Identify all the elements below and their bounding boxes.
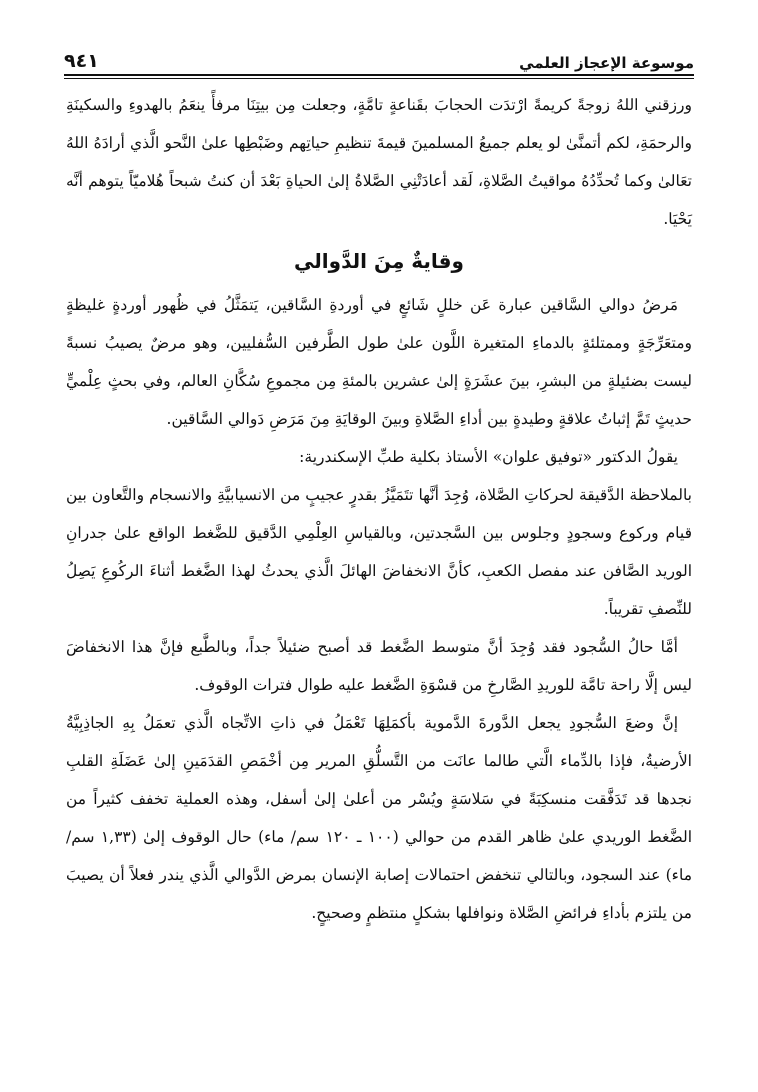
page-number: ٩٤١ (64, 50, 99, 72)
paragraph: بالملاحظة الدَّقيقة لحركاتِ الصَّلاة، وُجِدَ أنَّها تتَمَيَّزُ بقدرٍ عجيبٍ من الانسيابيَّةِ والانسجام والتَّعاون بين قيام وركوع وسجودٍ وجلوس بين السَّجدتين، وبالقياسِ العِلْمِي الدَّقيق للضَّغط الواقع علىٰ جدرانِ الوريد الصَّافن عند مفصل الكعبِ، كأنَّ الانخفاضَ الهائلَ الَّذي يحدثُ لهذا الضَّغط أثناءَ الركُوعِ يَصِلُ للنِّصفِ تقريباً. (66, 486, 692, 618)
header-title: موسوعة الإعجاز العلمي (519, 54, 694, 72)
paragraph: أمَّا حالُ السُّجود فقد وُجِدَ أنَّ متوسط الضَّغط قد أصبح ضئيلاً جداً، وبالطَّبع فإنَّ هذا الانخفاضَ ليس إلَّا راحة تامَّة للوريدِ الصَّارخِ من قسْوَةِ الضَّغط عليه طوال فترات الوقوف. (66, 638, 692, 694)
paragraph: مَرضُ دوالي السَّاقين عبارة عَن خللٍ شَائعٍ في أوردةِ السَّاقين، يَتمَثَّلُ في ظُهور أوردةٍ غليظةٍ ومتعَرِّجَةٍ وممتلئةٍ بالدماءِ المتغيرة اللَّون علىٰ طول الطَّرفين السُّفليين، وهو مرضٌ يصيبُ نسبةً ليست بضئيلةٍ من البشرِ، بينَ عشَرَةٍ إلىٰ عشرين بالمئةِ مِن مجموعِ سُكَّانِ العالم، وفي بحثٍ عِلْميٍّ حديثٍ تَمَّ إثباتُ علاقةٍ وطيدةٍ بين أداءِ الصَّلاةِ وبينَ الوقايَةِ مِنَ مَرَضِ دَوالي السَّاقين. (66, 296, 692, 428)
section-heading: وقايةٌ مِنَ الدَّوالي (294, 249, 464, 273)
paragraph: إنَّ وضعَ السُّجودِ يجعل الدَّورةَ الدَّموية بأكمَلِهَا تَعْمَلُ في ذاتِ الاتِّجاه الَّذي تعمَلُ بِهِ الجاذِبِيَّةُ الأرضيةُ، فإذا بالدِّماء الَّتي طالما عانَت من التَّسلُّقِ المرير مِن أخْمَصِ القدَمَينِ إلىٰ عَضَلَةِ القلبِ نجدها قد تَدَفَّقت منسكِبَةً في سَلاسَةٍ ويُسْر من أعلىٰ إلىٰ أسفل، وهذه العملية تخفف كثيراً من الضَّغط الوريدي علىٰ ظاهر القدم من حوالي (١٠٠ ـ ١٢٠ سم/ ماء) حال الوقوف إلىٰ (١,٣٣ سم/ ماء) عند السجود، وبالتالي تنخفض احتمالات إصابة الإنسان بمرض الدَّوالي الَّذي يندر فعلاً أن يصيبَ من يلتزم بأداءِ فرائضِ الصَّلاة ونوافلها بشكلٍ منتظمٍ وصحيحٍ. (66, 714, 693, 922)
page-body (66, 86, 692, 932)
paragraph: يقولُ الدكتور «توفيق علوان» الأستاذ بكلية طبِّ الإسكندرية: (299, 448, 678, 466)
intro-paragraph: ورزقني اللهُ زوجةً كريمةً ارْتدَت الحجابَ بقَناعةٍ تامَّةٍ، وجعلت مِن بيتِنَا مرفأً ينعَمُ بالهدوءِ والسكينَةِ والرحمَةِ، لكم أتمنَّىٰ لو يعلم جميعُ المسلمينَ قيمةَ تنظيمِ حياتِهم وضَبْطِها علىٰ النَّحو الَّذي أرادَهُ اللهُ تعَالىٰ وكما تُحدِّدُهُ مواقيتُ الصَّلاةِ، لَقد أعادَتْنِي الصَّلاةُ إلىٰ الحياةِ بَعْدَ أن كنتُ شبحاً هُلاميّاً يتوهم أنَّه يَحْيَا. (66, 96, 692, 228)
running-header (64, 40, 694, 76)
header-rule-thin (64, 78, 694, 79)
header-rule (64, 74, 694, 76)
